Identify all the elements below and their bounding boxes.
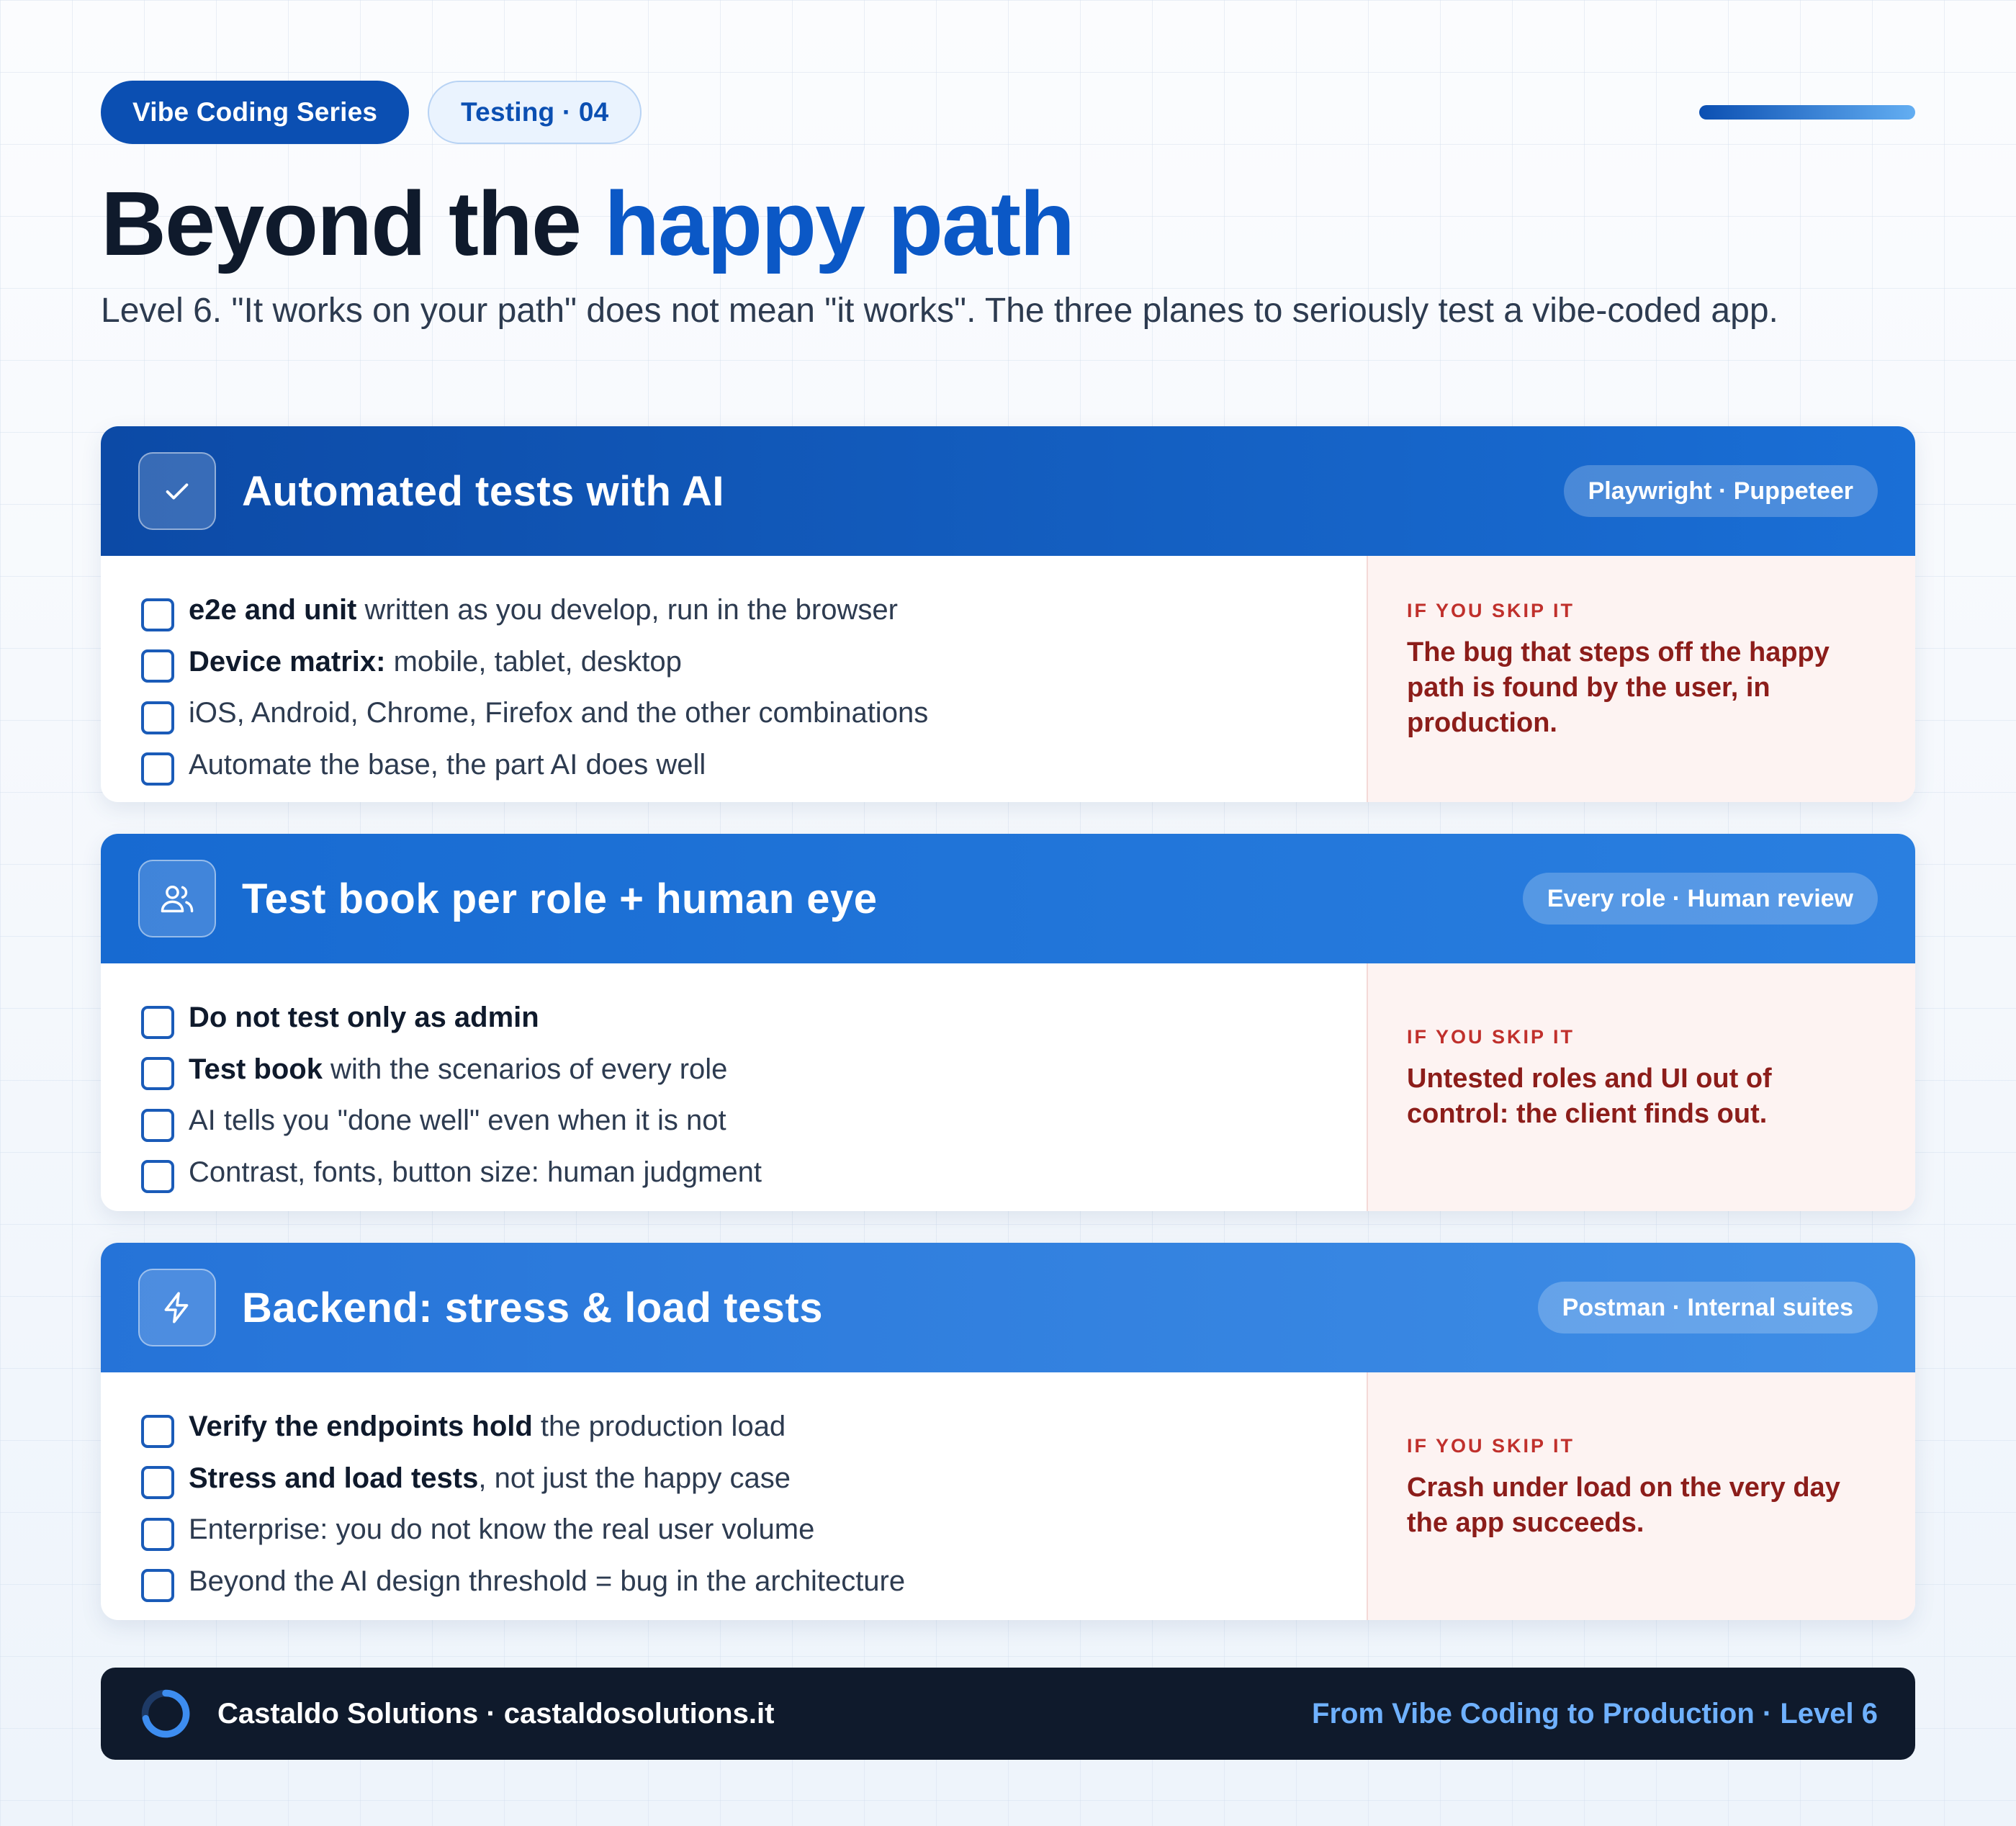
checklist-item bbox=[141, 585, 1367, 637]
card-body bbox=[101, 963, 1915, 1211]
page-title bbox=[101, 170, 1074, 278]
tool-tag: Postman · Internal suites bbox=[1538, 1282, 1878, 1333]
checkbox[interactable] bbox=[141, 1006, 174, 1039]
item-text: Automate the base, the part AI does well bbox=[189, 748, 706, 781]
checklist-item bbox=[141, 739, 1367, 791]
tool-tag: Playwright · Puppeteer bbox=[1564, 465, 1878, 517]
skip-warning bbox=[1367, 963, 1915, 1211]
decorative-progress-bar bbox=[1699, 105, 1915, 120]
item-bold: Verify the endpoints hold bbox=[189, 1411, 533, 1443]
checkbox[interactable] bbox=[141, 701, 174, 734]
checklist-item bbox=[141, 688, 1367, 739]
check-icon bbox=[138, 452, 216, 530]
checklist-item bbox=[141, 992, 1367, 1044]
checklist-item bbox=[141, 1095, 1367, 1147]
testing-badge: Testing · 04 bbox=[428, 81, 642, 144]
card-header bbox=[101, 1243, 1915, 1372]
checkbox[interactable] bbox=[141, 752, 174, 786]
castaldo-ring-logo-icon bbox=[138, 1686, 193, 1741]
item-text: the production load bbox=[532, 1411, 786, 1443]
checklist-item bbox=[141, 1556, 1367, 1608]
card-title: Test book per role + human eye bbox=[242, 875, 878, 922]
checklist-item bbox=[141, 637, 1367, 688]
card-header bbox=[101, 834, 1915, 963]
footer bbox=[101, 1668, 1915, 1760]
card-title: Backend: stress & load tests bbox=[242, 1284, 823, 1331]
checkbox[interactable] bbox=[141, 649, 174, 683]
item-bold: Stress and load tests bbox=[189, 1462, 479, 1494]
card-automated-tests bbox=[101, 426, 1915, 802]
checkbox[interactable] bbox=[141, 1415, 174, 1448]
title-accent: happy path bbox=[604, 173, 1074, 274]
item-text: Enterprise: you do not know the real user volume bbox=[189, 1514, 815, 1546]
page-subtitle: Level 6. "It works on your path" does not mean "it works". The three planes to seriously test a vibe-coded app. bbox=[101, 292, 1778, 330]
card-body bbox=[101, 556, 1915, 802]
users-icon bbox=[138, 860, 216, 937]
skip-label: IF YOU SKIP IT bbox=[1407, 600, 1575, 621]
card-backend-stress bbox=[101, 1243, 1915, 1620]
item-text: iOS, Android, Chrome, Firefox and the other combinations bbox=[189, 697, 929, 729]
checklist bbox=[101, 1372, 1367, 1620]
footer-company[interactable]: Castaldo Solutions · castaldosolutions.it bbox=[217, 1697, 775, 1730]
checkbox[interactable] bbox=[141, 1518, 174, 1551]
item-text: written as you develop, run in the browser bbox=[356, 594, 898, 626]
item-text: with the scenarios of every role bbox=[322, 1053, 728, 1085]
series-badge: Vibe Coding Series bbox=[101, 81, 409, 144]
item-bold: Do not test only as admin bbox=[189, 1002, 539, 1034]
item-text: mobile, tablet, desktop bbox=[385, 645, 682, 678]
skip-label: IF YOU SKIP IT bbox=[1407, 1025, 1575, 1048]
item-bold: Device matrix: bbox=[189, 645, 386, 678]
item-bold: e2e and unit bbox=[189, 594, 357, 626]
card-title: Automated tests with AI bbox=[242, 467, 724, 515]
checkbox[interactable] bbox=[141, 1109, 174, 1142]
checklist-item bbox=[141, 1147, 1367, 1199]
checkbox[interactable] bbox=[141, 1057, 174, 1090]
footer-series: From Vibe Coding to Production · Level 6 bbox=[1312, 1697, 1878, 1730]
item-text: Beyond the AI design threshold = bug in the architecture bbox=[189, 1565, 906, 1597]
item-text: , not just the happy case bbox=[478, 1462, 791, 1494]
item-text: AI tells you "done well" even when it is not bbox=[189, 1105, 726, 1137]
lightning-icon bbox=[138, 1269, 216, 1346]
card-header bbox=[101, 426, 1915, 556]
checkbox[interactable] bbox=[141, 1466, 174, 1499]
skip-warning bbox=[1367, 556, 1915, 802]
card-body bbox=[101, 1372, 1915, 1620]
checklist bbox=[101, 556, 1367, 802]
skip-text: Crash under load on the very day the app succeeds. bbox=[1407, 1472, 1840, 1538]
checkbox[interactable] bbox=[141, 1569, 174, 1602]
checkbox[interactable] bbox=[141, 1160, 174, 1193]
item-bold: Test book bbox=[189, 1053, 323, 1085]
skip-label: IF YOU SKIP IT bbox=[1407, 1434, 1575, 1457]
header-pills bbox=[101, 81, 642, 144]
skip-warning bbox=[1367, 1372, 1915, 1620]
card-test-book bbox=[101, 834, 1915, 1211]
title-plain: Beyond the bbox=[101, 173, 605, 274]
checkbox[interactable] bbox=[141, 598, 174, 631]
item-text: Contrast, fonts, button size: human judgment bbox=[189, 1156, 762, 1188]
checklist-item bbox=[141, 1453, 1367, 1505]
skip-text: The bug that steps off the happy path is found by the user, in production. bbox=[1407, 637, 1830, 738]
checklist-item bbox=[141, 1401, 1367, 1453]
checklist-item bbox=[141, 1044, 1367, 1096]
skip-text: Untested roles and UI out of control: the client finds out. bbox=[1407, 1063, 1772, 1129]
checklist-item bbox=[141, 1504, 1367, 1556]
tool-tag: Every role · Human review bbox=[1523, 873, 1878, 925]
checklist bbox=[101, 963, 1367, 1211]
